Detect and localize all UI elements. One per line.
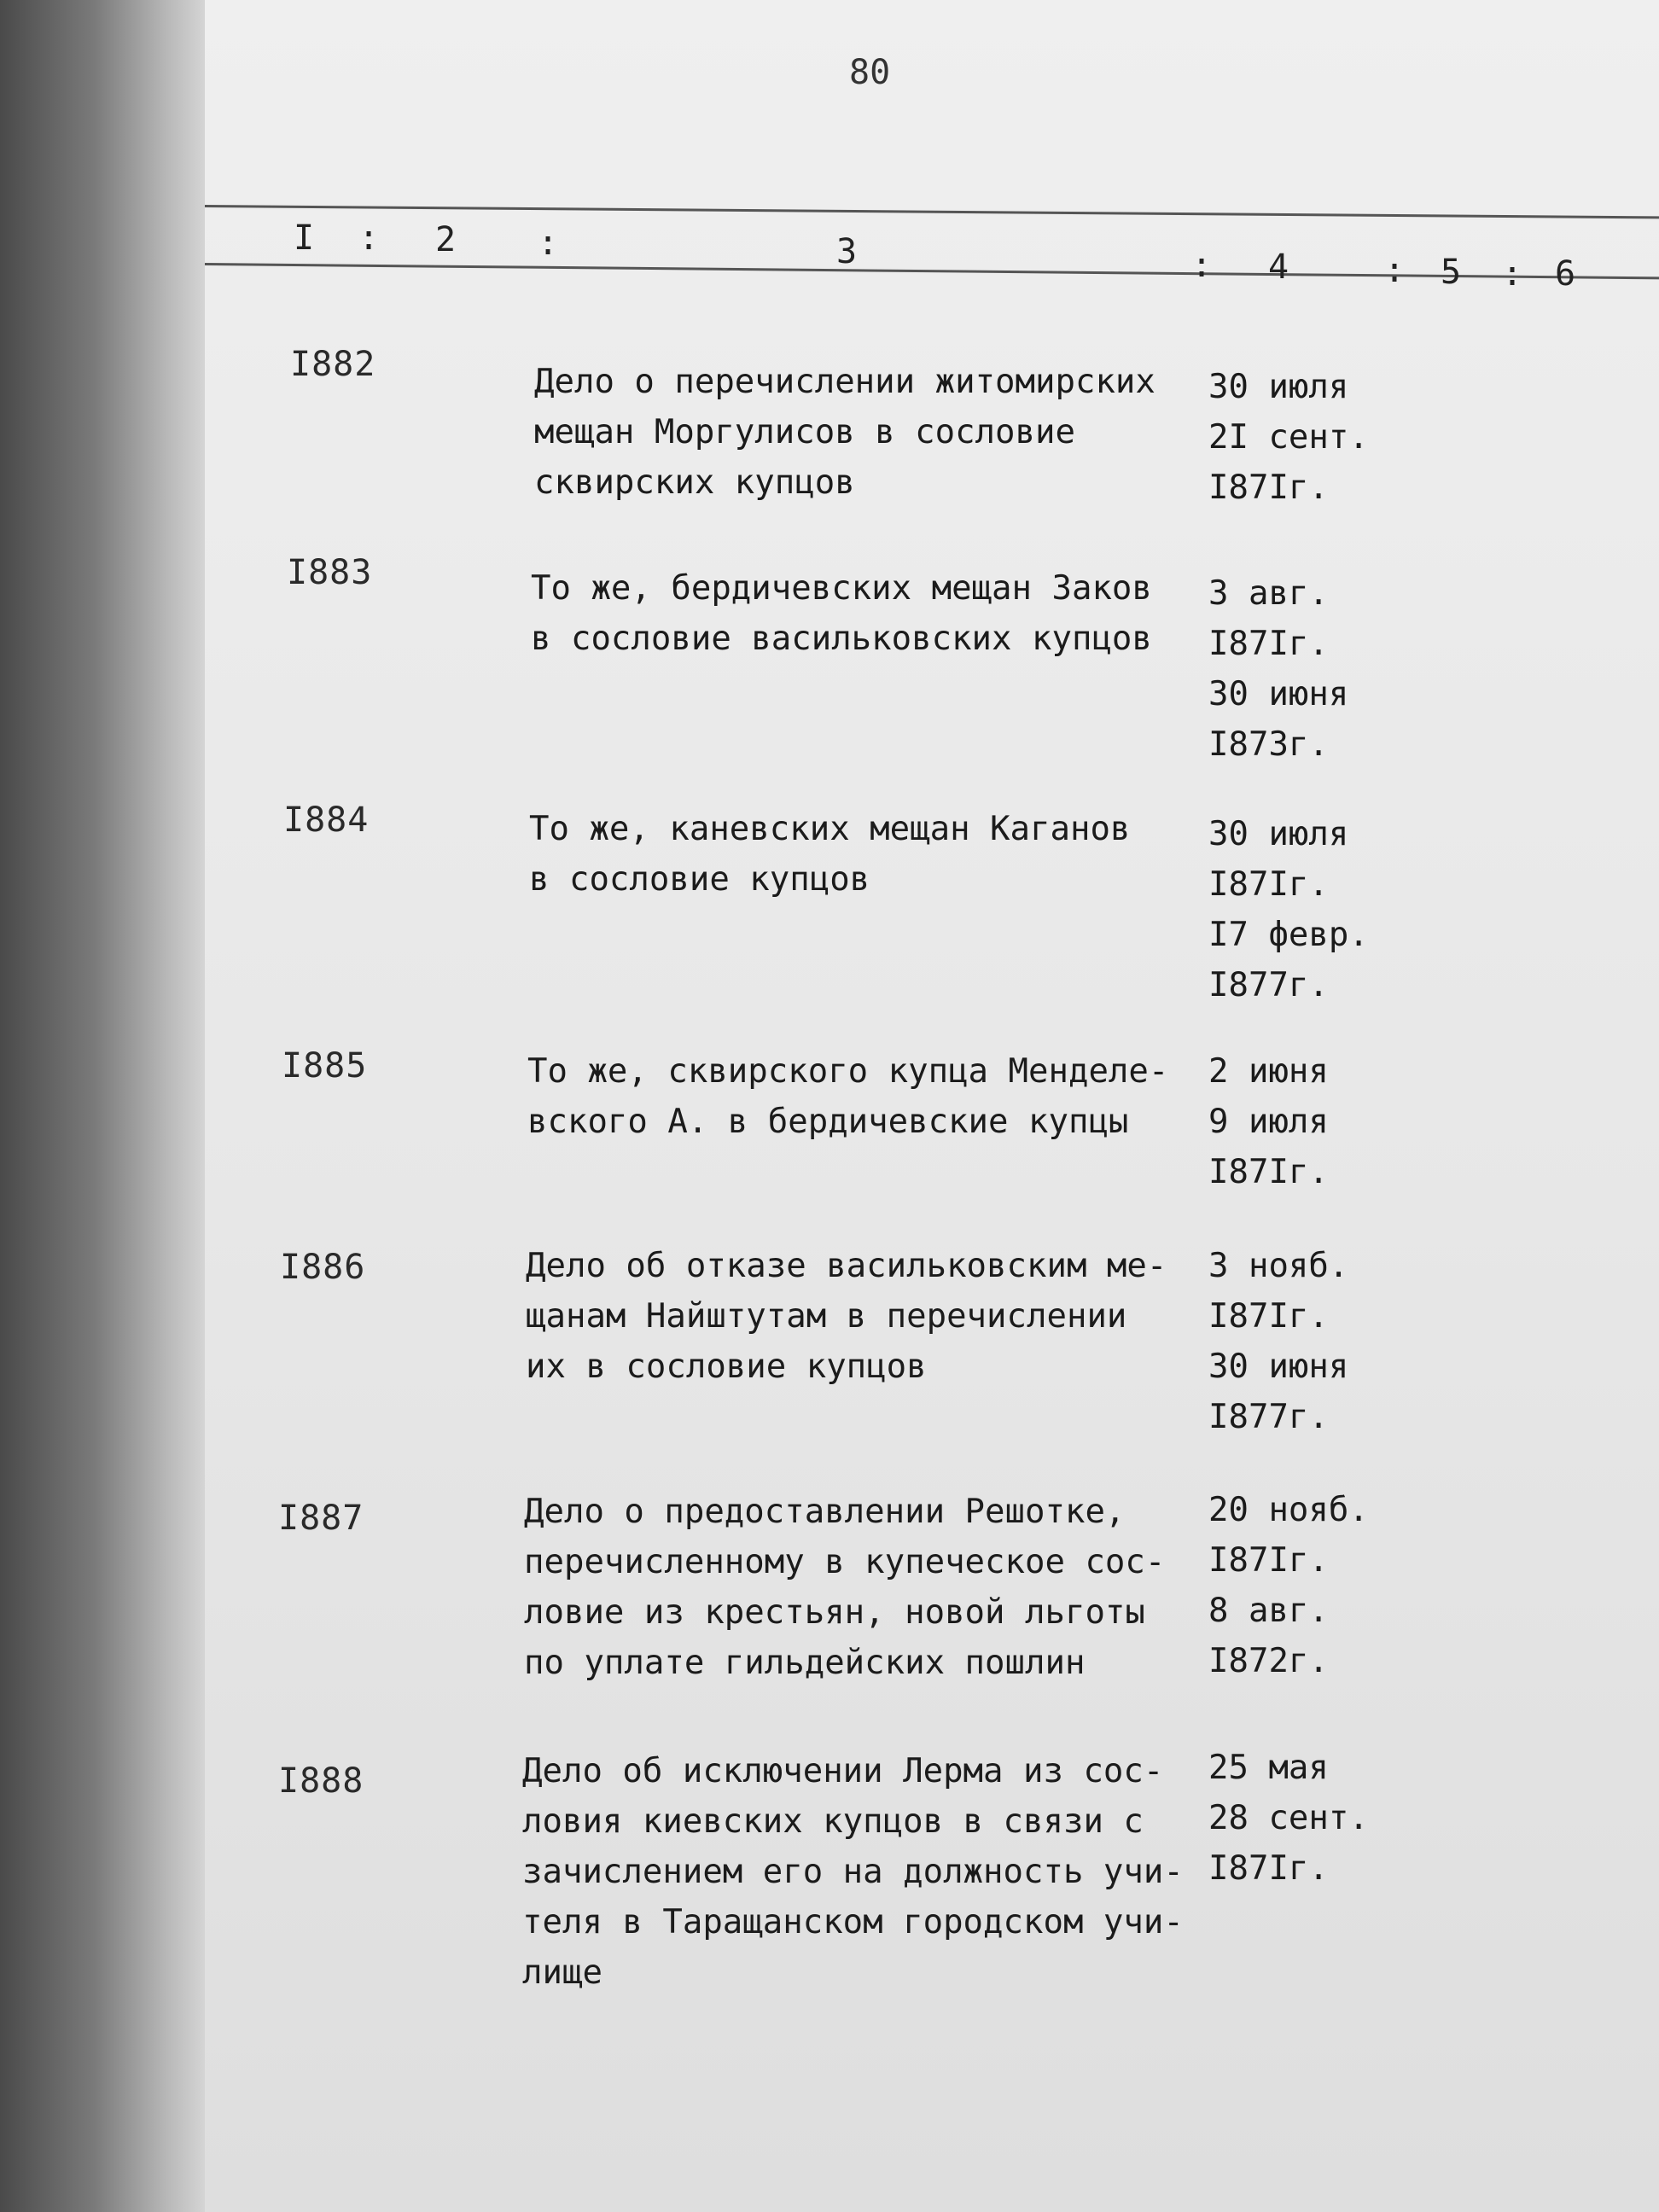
row-dates: 3 авг. I87Iг. 30 июня I873г. — [1208, 574, 1349, 764]
row-number: I883 — [287, 553, 373, 592]
row-description: То же, сквирского купца Менделе- вского А. в бердичевские купцы — [527, 1052, 1169, 1141]
column-separator: : — [1502, 254, 1523, 294]
row-dates: 30 июля I87Iг. I7 февр. I877г. — [1208, 815, 1369, 1004]
row-number: I885 — [282, 1046, 368, 1086]
column-separator: : — [1384, 251, 1406, 290]
page-number: 80 — [849, 53, 891, 92]
row-dates: 20 нояб. I87Iг. 8 авг. I872г. — [1208, 1491, 1369, 1680]
column-header-1: I — [294, 218, 315, 258]
row-number: I887 — [278, 1499, 364, 1538]
row-number: I888 — [278, 1761, 364, 1801]
row-number: I884 — [283, 800, 370, 840]
row-number: I886 — [280, 1248, 366, 1287]
row-description: То же, каневских мещан Каганов в сословие купцов — [529, 810, 1131, 899]
column-separator: : — [1191, 246, 1213, 285]
binding-shadow — [0, 0, 209, 2212]
row-description: То же, бердичевских мещан Заков в сословие васильковских купцов — [531, 569, 1152, 658]
column-separator: : — [538, 224, 559, 263]
row-number: I882 — [290, 345, 376, 384]
row-dates: 25 мая 28 сент. I87Iг. — [1208, 1749, 1369, 1888]
column-header-4: 4 — [1268, 247, 1289, 287]
column-header-5: 5 — [1441, 253, 1462, 292]
row-description: Дело о перечислении житомирских мещан Моргулисов в сословие сквирских купцов — [534, 363, 1155, 502]
row-description: Дело об исключении Лерма из сос- ловия киевских купцов в связи с зачислением его на должность учи- теля в Таращанском городском учи- лище — [522, 1752, 1184, 1992]
row-dates: 2 июня 9 июля I87Iг. — [1208, 1052, 1329, 1191]
column-separator: : — [358, 218, 380, 258]
row-dates: 30 июля 2I сент. I87Iг. — [1208, 368, 1369, 507]
row-description: Дело о предоставлении Решотке, перечисленному в купеческое сос- ловие из крестьян, новой льготы по уплате гильдейских пошлин — [524, 1493, 1166, 1682]
row-description: Дело об отказе васильковским ме- щанам Найштутам в перечислении их в сословие купцов — [526, 1247, 1167, 1386]
column-header-3: 3 — [836, 232, 858, 271]
row-dates: 3 нояб. I87Iг. 30 июня I877г. — [1208, 1247, 1349, 1436]
column-header-6: 6 — [1555, 254, 1576, 294]
column-header-2: 2 — [435, 220, 457, 259]
